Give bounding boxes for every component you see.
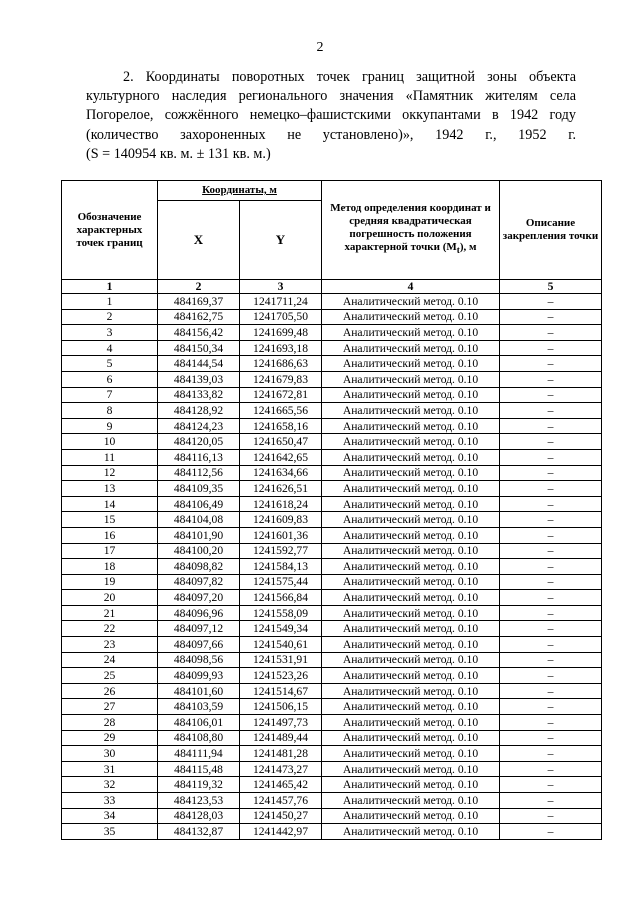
x-coordinate-cell: 484098,82	[158, 559, 240, 575]
y-coordinate-cell: 1241566,84	[240, 590, 322, 606]
x-coordinate-cell: 484116,13	[158, 449, 240, 465]
y-coordinate-cell: 1241672,81	[240, 387, 322, 403]
x-coordinate-cell: 484112,56	[158, 465, 240, 481]
heading-line: Погорелое, сожжённого немецко–фашистскими оккупантами в 1942 году	[86, 107, 576, 124]
point-number-cell: 22	[62, 621, 158, 637]
table-row	[62, 449, 602, 465]
point-number-cell: 17	[62, 543, 158, 559]
description-cell: –	[500, 761, 602, 777]
heading-line: (количество захороненных не установлено)», 1942 г., 1952 г.	[86, 126, 576, 143]
method-cell: Аналитический метод. 0.10	[322, 449, 500, 465]
column-number-row	[62, 280, 602, 294]
x-coordinate-cell: 484111,94	[158, 746, 240, 762]
x-coordinate-cell: 484133,82	[158, 387, 240, 403]
method-cell: Аналитический метод. 0.10	[322, 527, 500, 543]
table-row	[62, 808, 602, 824]
description-cell: –	[500, 730, 602, 746]
point-number-cell: 34	[62, 808, 158, 824]
table-row	[62, 325, 602, 341]
coordinates-table	[61, 180, 602, 840]
table-body	[62, 294, 602, 840]
point-number-cell: 29	[62, 730, 158, 746]
method-cell: Аналитический метод. 0.10	[322, 434, 500, 450]
point-number-cell: 33	[62, 793, 158, 809]
y-coordinate-cell: 1241523,26	[240, 668, 322, 684]
x-coordinate-cell: 484101,60	[158, 683, 240, 699]
method-cell: Аналитический метод. 0.10	[322, 371, 500, 387]
method-cell: Аналитический метод. 0.10	[322, 387, 500, 403]
table-row	[62, 465, 602, 481]
point-number-cell: 19	[62, 574, 158, 590]
point-number-cell: 8	[62, 403, 158, 419]
x-coordinate-cell: 484101,90	[158, 527, 240, 543]
point-number-cell: 30	[62, 746, 158, 762]
x-coordinate-cell: 484106,49	[158, 496, 240, 512]
description-cell: –	[500, 746, 602, 762]
description-cell: –	[500, 465, 602, 481]
x-coordinate-cell: 484099,93	[158, 668, 240, 684]
point-number-cell: 18	[62, 559, 158, 575]
x-coordinate-cell: 484098,56	[158, 652, 240, 668]
y-coordinate-cell: 1241575,44	[240, 574, 322, 590]
table-row	[62, 730, 602, 746]
table-row	[62, 559, 602, 575]
point-number-cell: 5	[62, 356, 158, 372]
point-number-cell: 10	[62, 434, 158, 450]
method-cell: Аналитический метод. 0.10	[322, 652, 500, 668]
y-coordinate-cell: 1241506,15	[240, 699, 322, 715]
method-cell: Аналитический метод. 0.10	[322, 325, 500, 341]
x-coordinate-cell: 484097,20	[158, 590, 240, 606]
header-method-text: Метод определения координат и средняя квадратическая погрешность положения характерной точки (M	[330, 202, 491, 254]
description-cell: –	[500, 449, 602, 465]
table-row	[62, 309, 602, 325]
heading-line: (S = 140954 кв. м. ± 131 кв. м.)	[86, 145, 271, 162]
description-cell: –	[500, 715, 602, 731]
description-cell: –	[500, 403, 602, 419]
description-cell: –	[500, 824, 602, 840]
y-coordinate-cell: 1241618,24	[240, 496, 322, 512]
y-coordinate-cell: 1241626,51	[240, 481, 322, 497]
y-coordinate-cell: 1241481,28	[240, 746, 322, 762]
column-number: 5	[500, 280, 602, 294]
header-method-subscript: t	[456, 245, 460, 256]
point-number-cell: 11	[62, 449, 158, 465]
method-cell: Аналитический метод. 0.10	[322, 668, 500, 684]
y-coordinate-cell: 1241699,48	[240, 325, 322, 341]
x-coordinate-cell: 484139,03	[158, 371, 240, 387]
point-number-cell: 1	[62, 294, 158, 310]
table-row	[62, 605, 602, 621]
method-cell: Аналитический метод. 0.10	[322, 699, 500, 715]
method-cell: Аналитический метод. 0.10	[322, 793, 500, 809]
column-number: 1	[62, 280, 158, 294]
point-number-cell: 14	[62, 496, 158, 512]
point-number-cell: 12	[62, 465, 158, 481]
x-coordinate-cell: 484104,08	[158, 512, 240, 528]
point-number-cell: 35	[62, 824, 158, 840]
x-coordinate-cell: 484097,12	[158, 621, 240, 637]
table-row	[62, 637, 602, 653]
x-coordinate-cell: 484109,35	[158, 481, 240, 497]
point-number-cell: 3	[62, 325, 158, 341]
y-coordinate-cell: 1241705,50	[240, 309, 322, 325]
y-coordinate-cell: 1241457,76	[240, 793, 322, 809]
y-coordinate-cell: 1241592,77	[240, 543, 322, 559]
point-number-cell: 32	[62, 777, 158, 793]
header-method-tail: ), м	[459, 241, 477, 254]
method-cell: Аналитический метод. 0.10	[322, 621, 500, 637]
point-number-cell: 4	[62, 340, 158, 356]
table-row	[62, 418, 602, 434]
x-coordinate-cell: 484119,32	[158, 777, 240, 793]
table-row	[62, 543, 602, 559]
table-row	[62, 496, 602, 512]
x-coordinate-cell: 484123,53	[158, 793, 240, 809]
table-row	[62, 294, 602, 310]
y-coordinate-cell: 1241540,61	[240, 637, 322, 653]
method-cell: Аналитический метод. 0.10	[322, 543, 500, 559]
method-cell: Аналитический метод. 0.10	[322, 683, 500, 699]
y-coordinate-cell: 1241514,67	[240, 683, 322, 699]
description-cell: –	[500, 387, 602, 403]
y-coordinate-cell: 1241693,18	[240, 340, 322, 356]
point-number-cell: 9	[62, 418, 158, 434]
x-coordinate-cell: 484128,92	[158, 403, 240, 419]
heading-line: 2. Координаты поворотных точек границ защитной зоны объекта	[123, 69, 576, 85]
heading-line: культурного наследия регионального значения «Памятник жителям села	[86, 88, 576, 105]
description-cell: –	[500, 683, 602, 699]
header-y: Y	[240, 201, 322, 280]
point-number-cell: 27	[62, 699, 158, 715]
y-coordinate-cell: 1241679,83	[240, 371, 322, 387]
method-cell: Аналитический метод. 0.10	[322, 496, 500, 512]
section-heading	[86, 68, 576, 164]
description-cell: –	[500, 371, 602, 387]
table-row	[62, 699, 602, 715]
x-coordinate-cell: 484144,54	[158, 356, 240, 372]
description-cell: –	[500, 309, 602, 325]
table-row	[62, 683, 602, 699]
y-coordinate-cell: 1241642,65	[240, 449, 322, 465]
method-cell: Аналитический метод. 0.10	[322, 574, 500, 590]
table-row	[62, 434, 602, 450]
y-coordinate-cell: 1241650,47	[240, 434, 322, 450]
y-coordinate-cell: 1241658,16	[240, 418, 322, 434]
header-x: X	[158, 201, 240, 280]
x-coordinate-cell: 484150,34	[158, 340, 240, 356]
description-cell: –	[500, 590, 602, 606]
table-row	[62, 746, 602, 762]
description-cell: –	[500, 496, 602, 512]
table-row	[62, 621, 602, 637]
description-cell: –	[500, 621, 602, 637]
point-number-cell: 15	[62, 512, 158, 528]
description-cell: –	[500, 527, 602, 543]
header-method	[322, 181, 500, 280]
point-number-cell: 16	[62, 527, 158, 543]
method-cell: Аналитический метод. 0.10	[322, 730, 500, 746]
table-row	[62, 340, 602, 356]
point-number-cell: 24	[62, 652, 158, 668]
method-cell: Аналитический метод. 0.10	[322, 356, 500, 372]
table-row	[62, 761, 602, 777]
table-row	[62, 777, 602, 793]
table-row	[62, 793, 602, 809]
method-cell: Аналитический метод. 0.10	[322, 294, 500, 310]
method-cell: Аналитический метод. 0.10	[322, 605, 500, 621]
table-row	[62, 590, 602, 606]
x-coordinate-cell: 484128,03	[158, 808, 240, 824]
y-coordinate-cell: 1241450,27	[240, 808, 322, 824]
x-coordinate-cell: 484132,87	[158, 824, 240, 840]
description-cell: –	[500, 652, 602, 668]
column-number: 4	[322, 280, 500, 294]
method-cell: Аналитический метод. 0.10	[322, 512, 500, 528]
y-coordinate-cell: 1241549,34	[240, 621, 322, 637]
x-coordinate-cell: 484108,80	[158, 730, 240, 746]
method-cell: Аналитический метод. 0.10	[322, 777, 500, 793]
y-coordinate-cell: 1241686,63	[240, 356, 322, 372]
point-number-cell: 6	[62, 371, 158, 387]
y-coordinate-cell: 1241442,97	[240, 824, 322, 840]
description-cell: –	[500, 637, 602, 653]
y-coordinate-cell: 1241634,66	[240, 465, 322, 481]
point-number-cell: 31	[62, 761, 158, 777]
point-number-cell: 26	[62, 683, 158, 699]
point-number-cell: 23	[62, 637, 158, 653]
description-cell: –	[500, 512, 602, 528]
y-coordinate-cell: 1241665,56	[240, 403, 322, 419]
method-cell: Аналитический метод. 0.10	[322, 808, 500, 824]
point-number-cell: 21	[62, 605, 158, 621]
header-description: Описание закрепления точки	[500, 181, 602, 280]
table-row	[62, 668, 602, 684]
description-cell: –	[500, 699, 602, 715]
method-cell: Аналитический метод. 0.10	[322, 761, 500, 777]
x-coordinate-cell: 484156,42	[158, 325, 240, 341]
y-coordinate-cell: 1241489,44	[240, 730, 322, 746]
point-number-cell: 2	[62, 309, 158, 325]
method-cell: Аналитический метод. 0.10	[322, 340, 500, 356]
method-cell: Аналитический метод. 0.10	[322, 746, 500, 762]
column-number: 2	[158, 280, 240, 294]
x-coordinate-cell: 484115,48	[158, 761, 240, 777]
x-coordinate-cell: 484097,82	[158, 574, 240, 590]
table-row	[62, 481, 602, 497]
y-coordinate-cell: 1241609,83	[240, 512, 322, 528]
y-coordinate-cell: 1241711,24	[240, 294, 322, 310]
column-number: 3	[240, 280, 322, 294]
table-row	[62, 527, 602, 543]
method-cell: Аналитический метод. 0.10	[322, 715, 500, 731]
y-coordinate-cell: 1241584,13	[240, 559, 322, 575]
table-row	[62, 715, 602, 731]
x-coordinate-cell: 484106,01	[158, 715, 240, 731]
method-cell: Аналитический метод. 0.10	[322, 637, 500, 653]
description-cell: –	[500, 808, 602, 824]
description-cell: –	[500, 356, 602, 372]
description-cell: –	[500, 793, 602, 809]
method-cell: Аналитический метод. 0.10	[322, 465, 500, 481]
method-cell: Аналитический метод. 0.10	[322, 309, 500, 325]
x-coordinate-cell: 484103,59	[158, 699, 240, 715]
x-coordinate-cell: 484124,23	[158, 418, 240, 434]
table-row	[62, 824, 602, 840]
y-coordinate-cell: 1241497,73	[240, 715, 322, 731]
table-row	[62, 403, 602, 419]
method-cell: Аналитический метод. 0.10	[322, 590, 500, 606]
table-row	[62, 356, 602, 372]
description-cell: –	[500, 325, 602, 341]
point-number-cell: 7	[62, 387, 158, 403]
x-coordinate-cell: 484097,66	[158, 637, 240, 653]
table-row	[62, 371, 602, 387]
header-coordinates-group	[158, 181, 322, 201]
description-cell: –	[500, 777, 602, 793]
x-coordinate-cell: 484120,05	[158, 434, 240, 450]
x-coordinate-cell: 484096,96	[158, 605, 240, 621]
description-cell: –	[500, 340, 602, 356]
x-coordinate-cell: 484162,75	[158, 309, 240, 325]
x-coordinate-cell: 484100,20	[158, 543, 240, 559]
table-row	[62, 512, 602, 528]
description-cell: –	[500, 481, 602, 497]
method-cell: Аналитический метод. 0.10	[322, 403, 500, 419]
description-cell: –	[500, 668, 602, 684]
description-cell: –	[500, 605, 602, 621]
description-cell: –	[500, 418, 602, 434]
method-cell: Аналитический метод. 0.10	[322, 481, 500, 497]
method-cell: Аналитический метод. 0.10	[322, 559, 500, 575]
point-number-cell: 13	[62, 481, 158, 497]
table-row	[62, 387, 602, 403]
description-cell: –	[500, 559, 602, 575]
y-coordinate-cell: 1241531,91	[240, 652, 322, 668]
method-cell: Аналитический метод. 0.10	[322, 824, 500, 840]
point-number-cell: 28	[62, 715, 158, 731]
method-cell: Аналитический метод. 0.10	[322, 418, 500, 434]
y-coordinate-cell: 1241558,09	[240, 605, 322, 621]
point-number-cell: 20	[62, 590, 158, 606]
y-coordinate-cell: 1241473,27	[240, 761, 322, 777]
table-row	[62, 574, 602, 590]
header-coordinates-text: Координаты, м	[202, 184, 277, 196]
description-cell: –	[500, 294, 602, 310]
point-number-cell: 25	[62, 668, 158, 684]
header-point-designation: Обозначение характерных точек границ	[62, 181, 158, 280]
table-row	[62, 652, 602, 668]
y-coordinate-cell: 1241465,42	[240, 777, 322, 793]
y-coordinate-cell: 1241601,36	[240, 527, 322, 543]
description-cell: –	[500, 543, 602, 559]
description-cell: –	[500, 574, 602, 590]
description-cell: –	[500, 434, 602, 450]
page-number: 2	[316, 40, 324, 55]
x-coordinate-cell: 484169,37	[158, 294, 240, 310]
